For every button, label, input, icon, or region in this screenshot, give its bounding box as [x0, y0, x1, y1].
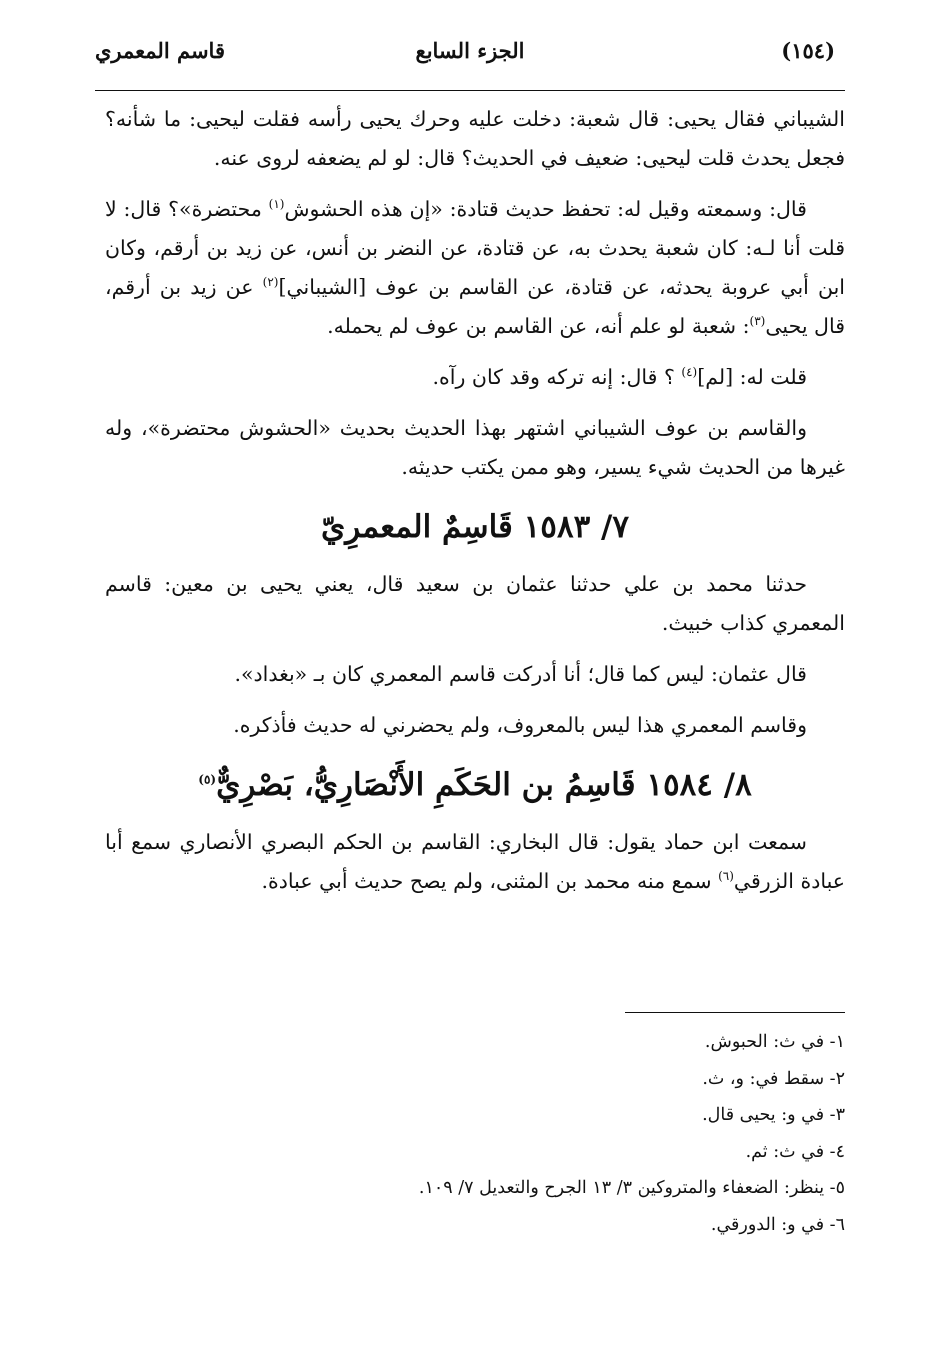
- entry-heading-1584-text: ٨/ ١٥٨٤ قَاسِمُ بن الحَكَمِ الأَنْصَارِيُّ، بَصْرِيٌّ: [216, 767, 752, 803]
- volume-title: الجزء السابع: [415, 38, 525, 63]
- footnote-ref-1: (١): [268, 197, 285, 212]
- paragraph-1: الشيباني فقال يحيى: قال شعبة: دخلت عليه وحرك يحيى رأسه فقلت ليحيى: ما شأنه؟ فجعل يحدث قلت ليحيى: ضعيف في الحديث؟ قال: لو لم يضعفه لروى عنه.: [105, 107, 845, 170]
- paragraph-2-text-b: محتضرة»؟ قال: لا قلت أنا لـه: كان شعبة يحدث به، عن قتادة، عن النضر بن أنس، عن زيد بن أرقم، وكان ابن أبي عروبة يحدثه، عن قتادة، عن القاسم بن عوف [الشيباني]: [105, 197, 845, 299]
- footnote-ref-4: (٤): [681, 365, 698, 380]
- footnote-ref-6: (٦): [718, 869, 734, 884]
- footnote-2: ٢- سقط في: و، ث.: [702, 1068, 845, 1089]
- paragraph-3: [105, 358, 845, 397]
- paragraph-4: والقاسم بن عوف الشيباني اشتهر بهذا الحديث بحديث «الحشوش محتضرة»، وله غيرها من الحديث شيء يسير، وهو ممن يكتب حديثه.: [105, 416, 845, 479]
- paragraph-2: [105, 190, 845, 346]
- running-header: [95, 34, 845, 91]
- paragraph-8-text-a: سمعت ابن حماد يقول: قال البخاري: القاسم بن الحكم البصري الأنصاري سمع أبا عبادة الزرقي: [105, 830, 845, 893]
- main-text: [105, 100, 845, 913]
- paragraph-3-text-a: قلت له: [لم]: [697, 365, 807, 389]
- paragraph-3-text-b: ؟ قال: إنه تركه وقد كان رآه.: [432, 365, 682, 389]
- footnote-5: ٥- ينظر: الضعفاء والمتروكين ٣/ ١٣ الجرح والتعديل ٧/ ١٠٩.: [418, 1178, 845, 1198]
- running-title: قاسم المعمري: [95, 38, 225, 63]
- footnotes: [105, 1024, 845, 1243]
- footnote-ref-2: (٢): [262, 275, 279, 290]
- footnote-ref-3: (٣): [749, 314, 766, 329]
- paragraph-8-text-b: سمع منه محمد بن المثنى، ولم يصح حديث أبي عبادة.: [261, 869, 719, 893]
- footnote-1: ١- في ث: الحبوش.: [704, 1032, 845, 1052]
- footnote-3: ٣- في و: يحيى قال.: [702, 1105, 845, 1125]
- footnote-4: ٤- في ث: ثم.: [745, 1141, 845, 1162]
- paragraph-7: وقاسم المعمري هذا ليس بالمعروف، ولم يحضرني له حديث فأذكره.: [233, 713, 807, 737]
- paragraph-6: قال عثمان: ليس كما قال؛ أنا أدركت قاسم المعمري كان بـ «بغداد».: [234, 662, 807, 686]
- paragraph-2-text-c: عن زيد بن أرقم، قال يحيى: [105, 275, 845, 338]
- entry-heading-1583: ٧/ ١٥٨٣ قَاسِمٌ المعمرِيّ: [320, 509, 630, 545]
- paragraph-8: [105, 823, 845, 901]
- footnote-6: ٦- في و: الدورقي.: [710, 1214, 845, 1235]
- paragraph-5: حدثنا محمد بن علي حدثنا عثمان بن سعيد قال، يعني يحيى بن معين: قاسم المعمري كذاب خبيث.: [105, 572, 845, 635]
- page-number: (١٥٤): [781, 38, 835, 63]
- paragraph-2-text-a: قال: وسمعته وقيل له: تحفظ حديث قتادة: «إن هذه الحشوش: [284, 197, 807, 221]
- footnote-ref-5: (٥): [198, 772, 217, 787]
- paragraph-2-text-d: : شعبة لو علم أنه، عن القاسم بن عوف لم يحمله.: [327, 314, 750, 338]
- entry-heading-1584: [105, 757, 845, 813]
- footnote-separator: [625, 1012, 845, 1013]
